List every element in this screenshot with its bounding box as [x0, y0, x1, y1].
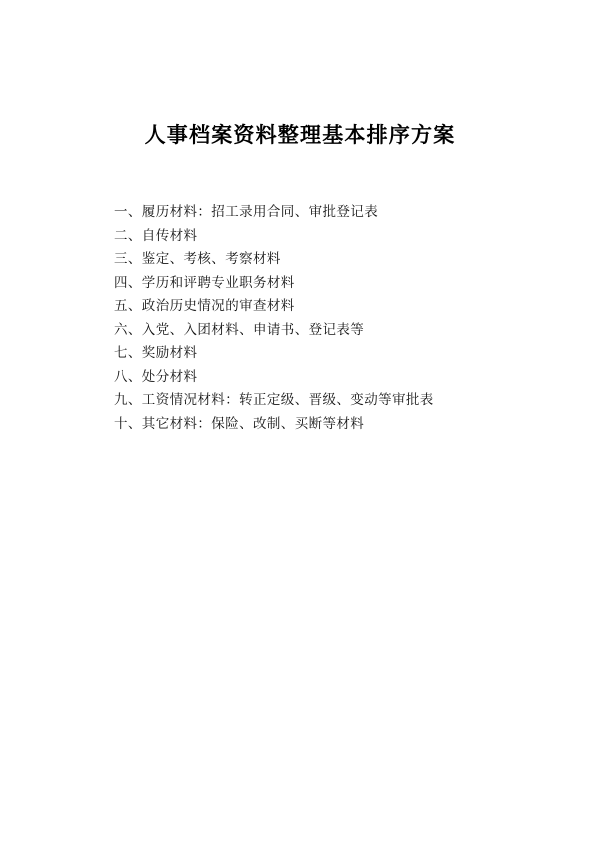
list-item: 六、入党、入团材料、申请书、登记表等: [114, 321, 365, 337]
category-list: [114, 200, 534, 435]
list-item: 八、处分材料: [114, 368, 198, 384]
list-item: 十、其它材料：保险、改制、买断等材料: [114, 415, 365, 431]
list-item: 九、工资情况材料：转正定级、晋级、变动等审批表: [114, 392, 434, 407]
list-item: 七、奖励材料: [114, 345, 198, 360]
list-item: 五、政治历史情况的审查材料: [114, 298, 295, 313]
list-item: 二、自传材料: [114, 227, 198, 243]
page-title: 人事档案资料整理基本排序方案: [144, 124, 456, 147]
list-item: 一、履历材料：招工录用合同、审批登记表: [114, 204, 379, 219]
list-item: 四、学历和评聘专业职务材料: [114, 274, 295, 290]
list-item: 三、鉴定、考核、考察材料: [114, 251, 281, 266]
